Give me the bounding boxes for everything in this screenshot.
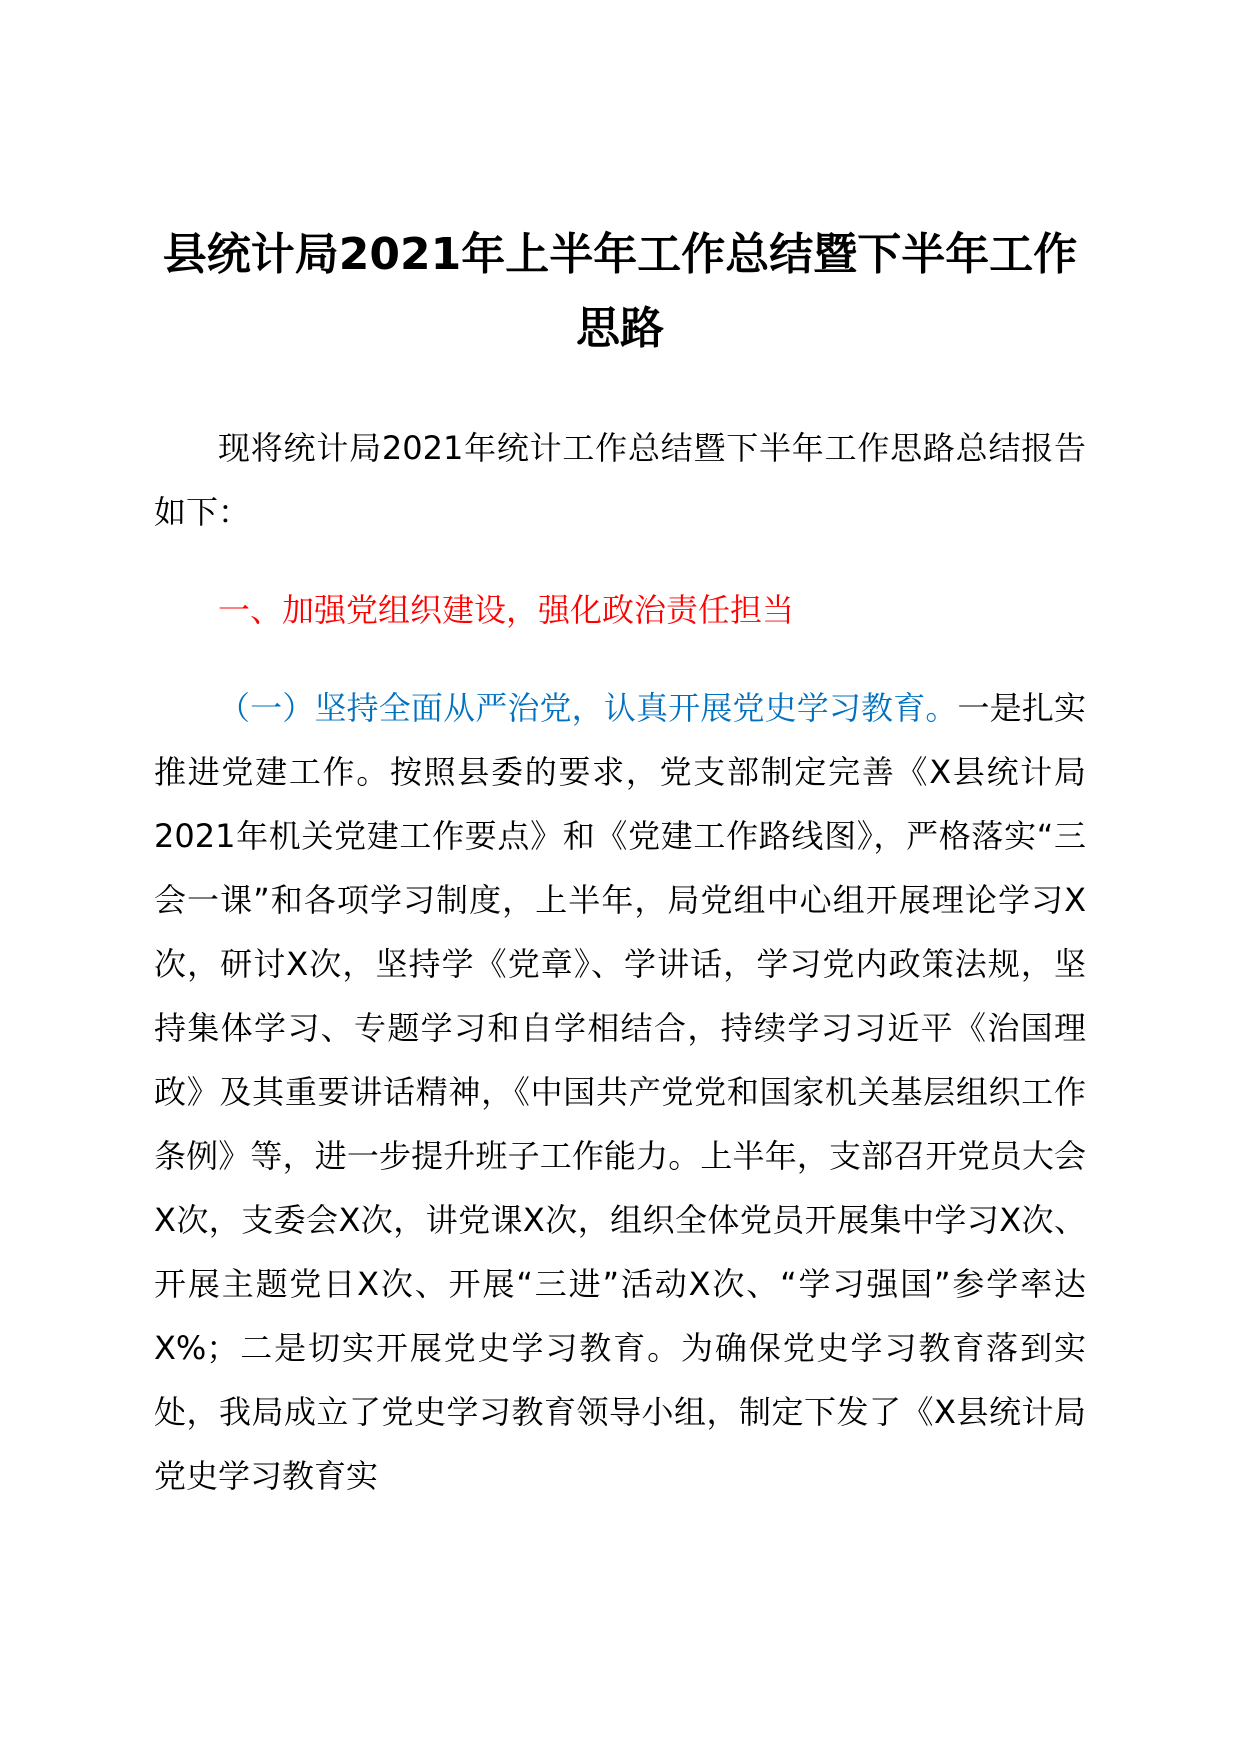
document-title: 县统计局2021年上半年工作总结暨下半年工作思路 [162,229,1078,354]
section-heading: 一、加强党组织建设，强化政治责任担当 [218,591,795,629]
document-page [154,218,1086,1508]
section-body-text: 一是扎实推进党建工作。按照县委的要求，党支部制定完善《X县统计局2021年机关党建工作要点》和《党建工作路线图》，严格落实“三会一课”和各项学习制度，上半年，局党组中心组开展理论学习X次，研讨X次，坚持学《党章》、学讲话，学习党内政策法规，坚持集体学习、专题学习和自学相结合，持续学习习近平《治国理政》及其重要讲话精神，《中国共产党党和国家机关基层组织工作条例》等，进一步提升班子工作能力。上半年，支部召开党员大会X次，支委会X次，讲党课X次，组织全体党员开展集中学习X次、开展主题党日X次、开展“三进”活动X次、“学习强国”参学率达X%；二是切实开展党史学习教育。为确保党史学习教育落到实处，我局成立了党史学习教育领导小组，制定下发了《X县统计局党史学习教育实 [154,689,1086,1495]
section-paragraph [154,676,1086,1508]
subsection-heading: （一）坚持全面从严治党，认真开展党史学习教育。 [218,689,958,727]
intro-paragraph: 现将统计局2021年统计工作总结暨下半年工作思路总结报告如下： [154,429,1086,531]
